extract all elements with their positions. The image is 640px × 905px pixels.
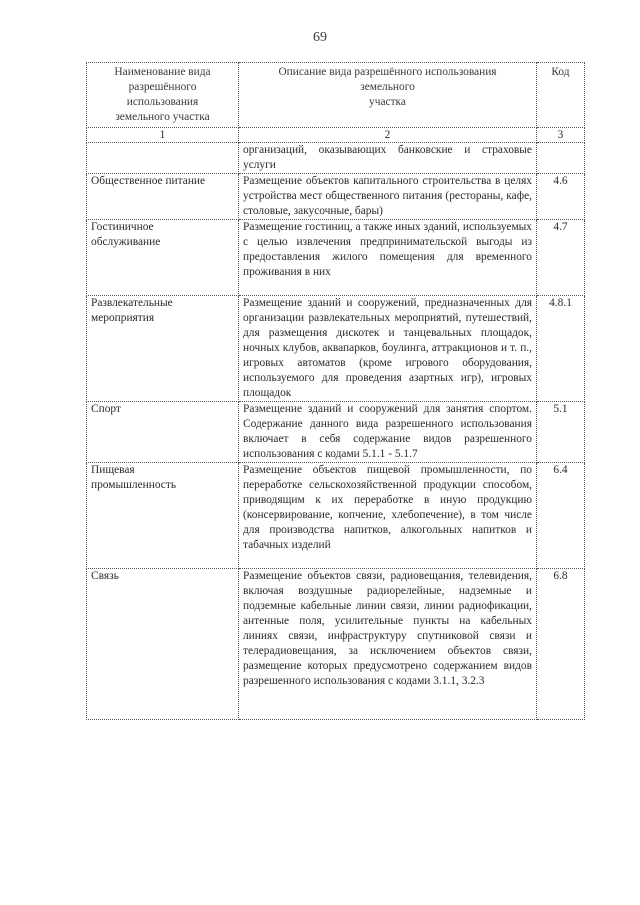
table-row bbox=[87, 463, 585, 569]
use-name-line: Общественное питание bbox=[91, 175, 206, 187]
use-description: Размещение зданий и сооружений, предназначенных для организации развлекательных мероприятий, путешествий, для размещения дискотек и танцевальных площадок, ночных клубов, аквапарков, боулинга, аттракционов и т. п., игровых автоматов (кроме игрового оборудования, используемого для проведения азартных игр), игровых площадок bbox=[239, 296, 537, 402]
header-desc-line: участка bbox=[369, 96, 406, 108]
use-description: организаций, оказывающих банковские и страховые услуги bbox=[239, 143, 537, 174]
use-name-line: Пищевая bbox=[91, 464, 135, 476]
use-code: 4.7 bbox=[537, 220, 585, 296]
use-name bbox=[87, 143, 239, 174]
use-name-line: Гостиничное bbox=[91, 221, 154, 233]
use-name bbox=[87, 402, 239, 463]
header-name-line: земельного участка bbox=[115, 111, 210, 123]
table-row bbox=[87, 402, 585, 463]
use-name-line: Связь bbox=[91, 570, 119, 582]
table-row bbox=[87, 220, 585, 296]
header-desc-line: земельного bbox=[360, 81, 415, 93]
table-row bbox=[87, 569, 585, 720]
header-name-line: разрешённого bbox=[128, 81, 197, 93]
use-name bbox=[87, 296, 239, 402]
use-code: 4.6 bbox=[537, 174, 585, 220]
use-name bbox=[87, 174, 239, 220]
use-name-line: обслуживание bbox=[91, 236, 161, 248]
use-code: 6.8 bbox=[537, 569, 585, 720]
land-use-table bbox=[86, 62, 585, 720]
column-number: 2 bbox=[239, 128, 537, 143]
header-name-line: использования bbox=[126, 96, 199, 108]
column-number-row bbox=[87, 128, 585, 143]
header-desc-line: Описание вида разрешённого использования bbox=[278, 66, 497, 78]
table-row bbox=[87, 174, 585, 220]
use-name-line: Спорт bbox=[91, 403, 121, 415]
use-description: Размещение объектов связи, радиовещания, телевидения, включая воздушные радиорелейные, надземные и подземные кабельные линии связи, линии радиофикации, антенные поля, усилительные пункты на кабельных линиях связи, инфраструктуру спутниковой связи и телерадиовещания, за исключением объектов связи, размещение которых предусмотрено содержанием видов разрешенного использования с кодами 3.1.1, 3.2.3 bbox=[239, 569, 537, 720]
table-row bbox=[87, 296, 585, 402]
use-description: Размещение зданий и сооружений для занятия спортом. Содержание данного вида разрешенного использования включает в себя содержание видов разрешенного использования с кодами 5.1.1 - 5.1.7 bbox=[239, 402, 537, 463]
header-name-line: Наименование вида bbox=[114, 66, 211, 78]
use-code: 4.8.1 bbox=[537, 296, 585, 402]
header-description bbox=[239, 63, 537, 128]
use-name-line: мероприятия bbox=[91, 312, 155, 324]
header-code: Код bbox=[537, 63, 585, 128]
use-name bbox=[87, 463, 239, 569]
use-description: Размещение объектов пищевой промышленности, по переработке сельскохозяйственной продукции способом, приводящим к их переработке в иную продукцию (консервирование, копчение, хлебопечение), в том числе для производства напитков, алкогольных напитков и табачных изделий bbox=[239, 463, 537, 569]
use-description: Размещение гостиниц, а также иных зданий, используемых с целью извлечения предпринимательской выгоды из предоставления жилого помещения для временного проживания в них bbox=[239, 220, 537, 296]
use-name-line: промышленность bbox=[91, 479, 177, 491]
page-number: 69 bbox=[313, 30, 327, 45]
use-code bbox=[537, 143, 585, 174]
header-name bbox=[87, 63, 239, 128]
use-code: 6.4 bbox=[537, 463, 585, 569]
use-name-line: Развлекательные bbox=[91, 297, 173, 309]
use-name bbox=[87, 220, 239, 296]
use-name bbox=[87, 569, 239, 720]
use-code: 5.1 bbox=[537, 402, 585, 463]
column-number: 1 bbox=[87, 128, 239, 143]
use-description: Размещение объектов капитального строительства в целях устройства мест общественного питания (рестораны, кафе, столовые, закусочные, бары) bbox=[239, 174, 537, 220]
table-header-row bbox=[87, 63, 585, 128]
table-row bbox=[87, 143, 585, 174]
column-number: 3 bbox=[537, 128, 585, 143]
